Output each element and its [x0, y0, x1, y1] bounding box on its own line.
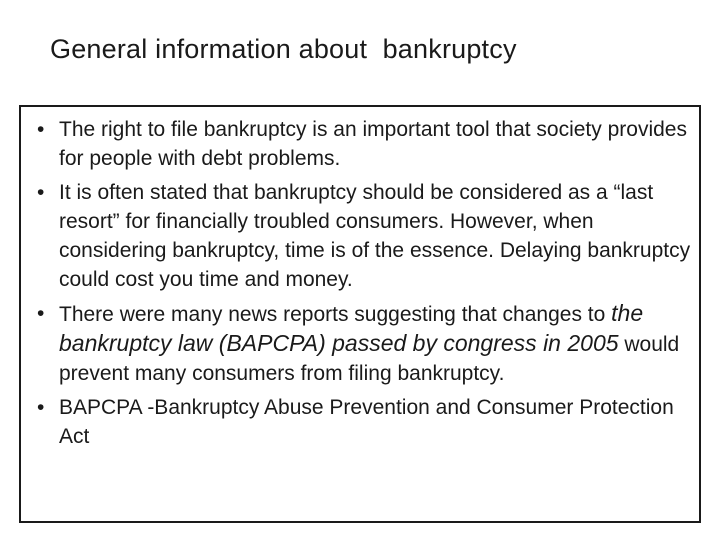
bullet-item-right-to-file [37, 115, 697, 173]
bullet-item-news-reports [37, 299, 697, 388]
content-box [19, 105, 701, 523]
bullet-text: It is often stated that bankruptcy should be considered as a “last resort” for financially troubled consumers. However, when considering bankruptcy, time is of the essence. Delaying bankruptcy could cost you time and money. [59, 181, 691, 291]
bullet-text-before: There were many news reports suggesting that changes to [59, 303, 612, 326]
bullet-text: The right to file bankruptcy is an important tool that society provides for people with debt problems. [59, 118, 687, 170]
bullet-list [37, 115, 697, 456]
bullet-item-last-resort [37, 178, 697, 294]
bullet-text-emphasis: the bankruptcy law (BAPCPA) passed by congress in 2005 [59, 300, 644, 356]
bullet-icon: • [37, 302, 45, 325]
bullet-icon: • [37, 396, 45, 419]
bullet-item-bapcpa-definition [37, 393, 697, 451]
bullet-icon: • [37, 181, 45, 204]
bullet-text-after: would prevent many consumers from filing bankruptcy. [59, 333, 680, 385]
slide-title: General information about bankruptcy [50, 34, 517, 64]
bullet-icon: • [37, 118, 45, 141]
bullet-text: BAPCPA -Bankruptcy Abuse Prevention and Consumer Protection Act [59, 396, 674, 448]
